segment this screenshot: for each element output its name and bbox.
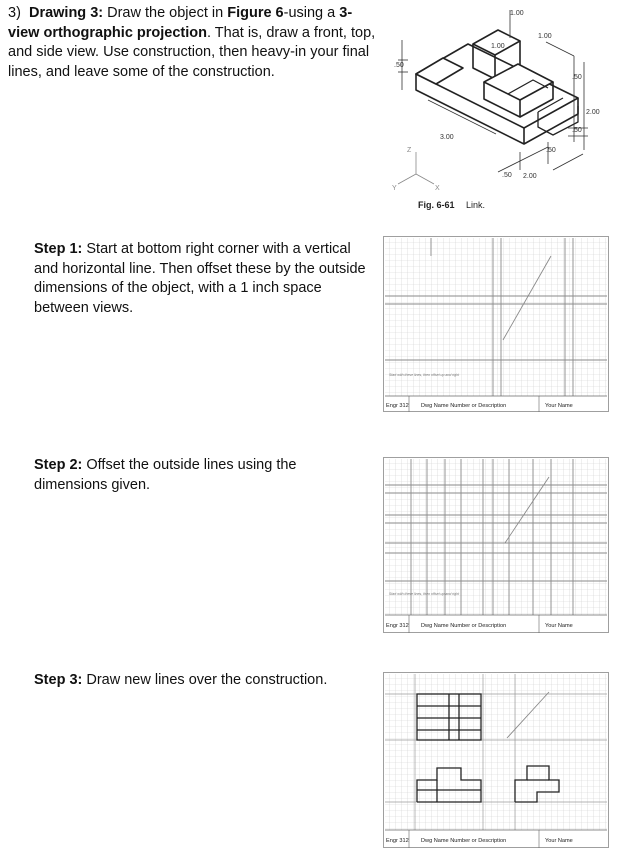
step-1-body: Start at bottom right corner with a vertical and horizontal line. Then offset these by the outside dimensions of the object, with a 1 inch space between views.: [34, 241, 366, 316]
axis-y-label: Y: [392, 185, 397, 192]
tb-your-name: Your Name: [545, 403, 573, 409]
step-3-body: Draw new lines over the construction.: [82, 672, 328, 688]
figure-reference: Figure 6: [227, 5, 284, 21]
intro-text-1: Draw the object in: [103, 5, 228, 21]
tb-dwg-name: Dwg Name Number or Description: [421, 623, 507, 629]
problem-number: 3): [8, 5, 21, 21]
step-1-text: [34, 240, 369, 318]
dim-front-small: .50: [546, 147, 556, 154]
projection-phrase: 3-view orthographic projection: [8, 5, 353, 41]
tb-dwg-name: Dwg Name Number or Description: [421, 403, 507, 409]
tb-course: Engr 312: [386, 838, 409, 844]
sheet-note: Start with these lines, then offset up and right: [389, 373, 460, 377]
step-3-text: [34, 671, 369, 691]
isometric-drawing: [388, 2, 613, 217]
tb-course: Engr 312: [386, 623, 409, 629]
figure-caption-text: Link.: [466, 200, 486, 210]
dim-right-mid: .50: [572, 74, 582, 81]
intro-text-3: . That is, draw a front, top, and side view. Use construction, then heavy-in your final lines, and leave some of the construction.: [8, 24, 376, 80]
tb-course: Engr 312: [386, 403, 409, 409]
sheet-note: Start with these lines, then offset up and right: [389, 592, 460, 596]
step-2-body: Offset the outside lines using the dimensions given.: [34, 457, 297, 493]
dim-right-top: 1.00: [538, 33, 552, 40]
grid-sheet-svg: [383, 236, 609, 412]
step-2-text: [34, 456, 334, 495]
tb-your-name: Your Name: [545, 838, 573, 844]
grid-sheet-step-1: [383, 236, 609, 412]
dim-length: 3.00: [440, 134, 454, 141]
dim-width: 2.00: [523, 173, 537, 180]
dim-top: 1.00: [510, 10, 524, 17]
grid-sheet-svg: [383, 672, 609, 848]
dim-right-tall: 2.00: [586, 109, 600, 116]
dim-left: .50: [394, 62, 404, 69]
isometric-figure: [388, 2, 613, 217]
grid-sheet-svg: [383, 457, 609, 633]
tb-your-name: Your Name: [545, 623, 573, 629]
tb-dwg-name: Dwg Name Number or Description: [421, 838, 507, 844]
dim-front-a: .50: [502, 172, 512, 179]
axis-z-label: Z: [407, 147, 412, 154]
dim-right-low: .50: [572, 127, 582, 134]
drawing-label: Drawing 3:: [28, 5, 104, 21]
instructions-intro: [8, 4, 378, 82]
step-2-label: Step 2:: [34, 457, 83, 473]
step-1-label: Step 1:: [34, 241, 83, 257]
dim-inner: 1.00: [491, 43, 505, 50]
step-3-label: Step 3:: [34, 672, 83, 688]
grid-sheet-step-3: [383, 672, 609, 848]
intro-text-2: -using a: [283, 5, 340, 21]
grid-sheet-step-2: [383, 457, 609, 633]
figure-caption-label: Fig. 6-61: [418, 200, 455, 210]
axis-triad: [398, 152, 434, 184]
axis-x-label: X: [435, 185, 440, 192]
